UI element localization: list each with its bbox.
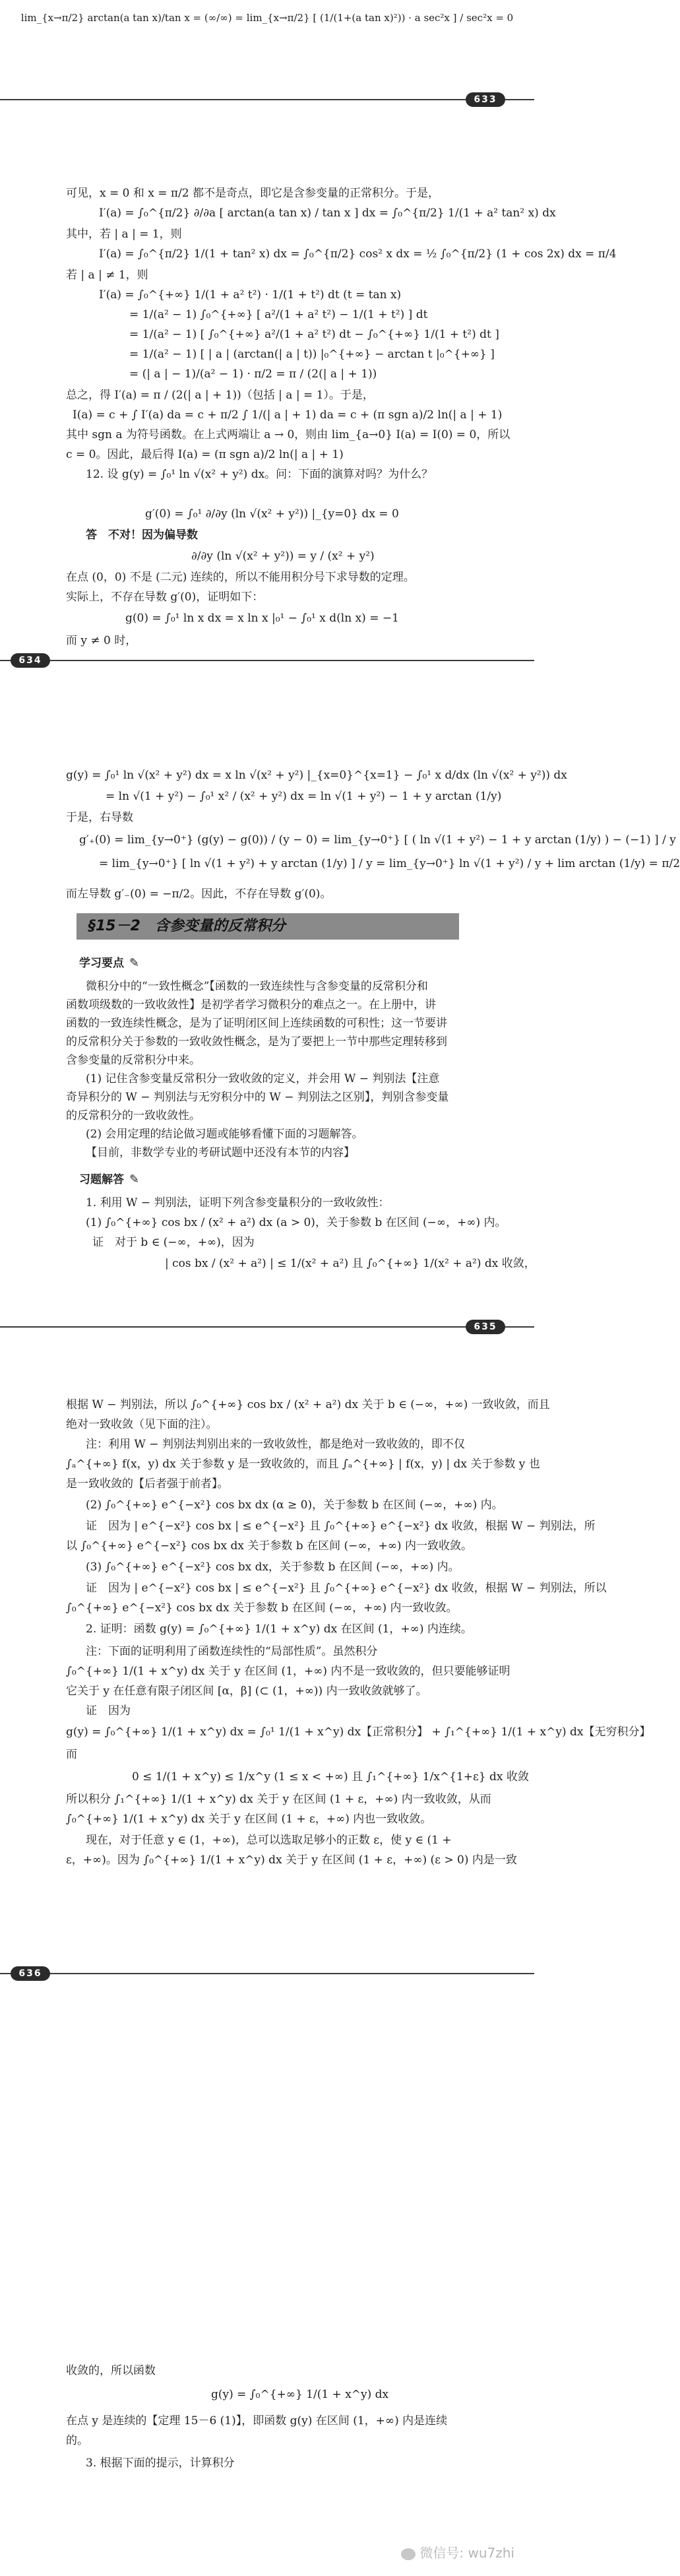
formula-line: I(a) = c + ∫ I′(a) da = c + π/2 ∫ 1/(| a | + 1) da = c + (π sgn a)/2 ln(| a | + 1) (73, 408, 503, 422)
formula-line: g(y) = ∫₀^{+∞} 1/(1 + x^y) dx (211, 2388, 389, 2401)
formula-line: = lim_{y→0⁺} [ ln √(1 + y²) + y arctan (1/y) ] / y = lim_{y→0⁺} ln √(1 + y²) / y + lim arctan (1/y) = π/2 (99, 857, 680, 870)
text-line: 2. 证明：函数 g(y) = ∫₀^{+∞} 1/(1 + x^y) dx 在区间 (1，+∞) 内连续。 (86, 1623, 472, 1636)
page-number-badge: 636 (11, 1966, 50, 1981)
text-line: 若 | a | ≠ 1，则 (66, 269, 148, 282)
page-rule-bottom (0, 1973, 534, 1974)
text-line: 收敛的，所以函数 (66, 2364, 156, 2377)
study-text-line: 【目前，非数学专业的考研试题中还没有本节的内容】 (86, 1146, 355, 1159)
formula-line: I′(a) = ∫₀^{+∞} 1/(1 + a² t²) · 1/(1 + t²) dt (t = tan x) (99, 288, 402, 302)
text-line: 现在，对于任意 y ∈ (1，+∞)，总可以选取足够小的正数 ε，使 y ∈ (1 + (86, 1834, 452, 1847)
pen-icon: ✎ (129, 956, 140, 970)
section-title-15-2: §15－2 含参变量的反常积分 (77, 913, 459, 940)
page-rule-bottom (0, 660, 534, 661)
text-line: 实际上，不存在导数 g′(0)，证明如下： (66, 591, 264, 604)
formula-line: I′(a) = ∫₀^{π/2} ∂/∂a [ arctan(a tan x) / tan x ] dx = ∫₀^{π/2} 1/(1 + a² tan² x) dx (99, 207, 556, 220)
study-text-line: 的反常积分关于参数的一致收敛性概念，是为了要把上一节中那些定理转移到 (66, 1035, 447, 1048)
text-line: 其中，若 | a | = 1，则 (66, 228, 182, 241)
exercise-line: 1. 利用 W − 判别法，证明下列含参变量积分的一致收敛性： (86, 1196, 390, 1209)
text-line: 而左导数 g′₋(0) = −π/2。因此，不存在导数 g′(0)。 (66, 887, 332, 901)
text-line: 是一致收敛的【后者强于前者】。 (66, 1477, 229, 1491)
page-number-badge: 635 (466, 1320, 505, 1334)
text-line: 在点 (0，0) 不是 (二元) 连续的，所以不能用积分号下求导数的定理。 (66, 571, 415, 584)
page-1 (0, 0, 617, 501)
study-points-heading (79, 955, 139, 971)
formula-line: g′₊(0) = lim_{y→0⁺} (g(y) − g(0)) / (y − 0) = lim_{y→0⁺} [ ( ln √(1 + y²) − 1 + y arctan (1/y) ) − (−1) ] / y (79, 833, 676, 847)
answer-line: 答 不对！因为偏导数 (86, 529, 198, 542)
formula-line: ∂/∂y (ln √(x² + y²)) = y / (x² + y²) (191, 550, 375, 563)
formula-line: g(y) = ∫₀¹ ln √(x² + y²) dx = x ln √(x² + y²) |_{x=0}^{x=1} − ∫₀¹ x d/dx (ln √(x² + y²)) dx (66, 769, 567, 782)
text-line: 证 因为 | e^{−x²} cos bx | ≤ e^{−x²} 且 ∫₀^{+∞} e^{−x²} dx 收敛，根据 W − 判别法，所以 (86, 1582, 607, 1595)
text-line: ∫₀^{+∞} e^{−x²} cos bx dx 关于参数 b 在区间 (−∞，+∞) 内一致收敛。 (66, 1601, 458, 1615)
wechat-watermark (401, 2542, 514, 2561)
page-number-badge: 634 (11, 653, 50, 668)
text-line: ∫ₐ^{+∞} f(x，y) dx 关于参数 y 是一致收敛的，而且 ∫ₐ^{+∞} | f(x，y) | dx 关于参数 y 也 (66, 1458, 540, 1471)
text-line: 的。 (66, 2434, 88, 2447)
study-text-line: 含参变量的反常积分中来。 (66, 1054, 201, 1067)
text-line: 证 因为 (86, 1704, 131, 1718)
page-rule-bottom (0, 1326, 534, 1328)
formula-line: g′(0) = ∫₀¹ ∂/∂y (ln √(x² + y²)) |_{y=0} dx = 0 (145, 507, 399, 521)
text-line: 总之，得 I′(a) = π / (2(| a | + 1))（包括 | a | = 1）。于是， (66, 389, 374, 402)
formula-line: g(y) = ∫₀^{+∞} 1/(1 + x^y) dx = ∫₀¹ 1/(1 + x^y) dx【正常积分】 + ∫₁^{+∞} 1/(1 + x^y) dx【无穷积分】 (66, 1725, 651, 1739)
exercise-solutions-heading (79, 1172, 139, 1188)
text-line: 证 因为 | e^{−x²} cos bx | ≤ e^{−x²} 且 ∫₀^{+∞} e^{−x²} dx 收敛，根据 W − 判别法，所 (86, 1520, 596, 1533)
formula-line: I′(a) = ∫₀^{π/2} 1/(1 + tan² x) dx = ∫₀^{π/2} cos² x dx = ½ ∫₀^{π/2} (1 + cos 2x) dx = π/4 (99, 247, 617, 261)
text-line: 以 ∫₀^{+∞} e^{−x²} cos bx dx 关于参数 b 在区间 (−∞，+∞) 内一致收敛。 (66, 1539, 472, 1553)
text-line: 它关于 y 在任意有限子闭区间 [α，β] (⊂ (1，+∞)) 内一致收敛就够了。 (66, 1685, 427, 1698)
formula-limit: lim_{x→π/2} arctan(a tan x)/tan x = (∞/∞) = lim_{x→π/2} [ (1/(1+(a tan x)²)) · a sec²x ] / sec²x = 0 (20, 12, 514, 24)
formula-line: = 1/(a² − 1) [ ∫₀^{+∞} a²/(1 + a² t²) dt − ∫₀^{+∞} 1/(1 + t²) dt ] (129, 328, 499, 341)
watermark-text: 微信号: wu7zhi (419, 2545, 514, 2561)
formula-line: = (| a | − 1)/(a² − 1) · π/2 = π / (2(| a | + 1)) (129, 368, 377, 381)
pen-icon: ✎ (129, 1173, 140, 1186)
study-points-label: 学习要点 (79, 957, 124, 970)
problem-12: 12. 设 g(y) = ∫₀¹ ln √(x² + y²) dx。问：下面的演算对吗？为什么？ (86, 468, 433, 481)
page-number-badge: 633 (466, 92, 505, 107)
formula-line: = 1/(a² − 1) ∫₀^{+∞} [ a²/(1 + a² t²) − 1/(1 + t²) ] dt (129, 308, 428, 321)
formula-line: g(0) = ∫₀¹ ln x dx = x ln x |₀¹ − ∫₀¹ x d(ln x) = −1 (125, 612, 399, 625)
page-rule-top (0, 99, 534, 100)
text-line: 绝对一致收敛（见下面的注）。 (66, 1418, 218, 1431)
text-line: (2) ∫₀^{+∞} e^{−x²} cos bx dx (α ≥ 0)，关于参数 b 在区间 (−∞，+∞) 内。 (86, 1498, 503, 1512)
formula-line: 0 ≤ 1/(1 + x^y) ≤ 1/x^y (1 ≤ x < +∞) 且 ∫₁^{+∞} 1/x^{1+ε} dx 收敛 (132, 1770, 529, 1784)
text-line: 而 y ≠ 0 时， (66, 634, 137, 647)
text-line: 在点 y 是连续的【定理 15－6 (1)】，即函数 g(y) 在区间 (1，+∞) 内是连续 (66, 2414, 448, 2428)
study-text-line: 的反常积分的一致收敛性。 (66, 1109, 201, 1122)
text-line: 注：下面的证明利用了函数连续性的“局部性质”。虽然积分 (86, 1645, 378, 1658)
text-line: 所以积分 ∫₁^{+∞} 1/(1 + x^y) dx 关于 y 在区间 (1 + ε，+∞) 内一致收敛，从而 (66, 1793, 491, 1806)
text-line: 3. 根据下面的提示，计算积分 (86, 2457, 235, 2470)
study-text-line: (2) 会用定理的结论做习题或能够看懂下面的习题解答。 (86, 1128, 363, 1141)
text-line: 注：利用 W − 判别法判别出来的一致收敛性，都是绝对一致收敛的，即不仅 (86, 1438, 465, 1451)
text-line: 可见，x = 0 和 x = π/2 都不是奇点，即它是含参变量的正常积分。于是， (66, 187, 440, 200)
study-text-line: 奇异积分的 W − 判别法与无穷积分中的 W − 判别法之区别】，判别含参变量 (66, 1091, 449, 1104)
text-line: 而 (66, 1748, 77, 1761)
text-line: ∫₀^{+∞} 1/(1 + x^y) dx 关于 y 在区间 (1，+∞) 内不是一致收敛的，但只要能够证明 (66, 1665, 510, 1678)
text-line: c = 0。因此，最后得 I(a) = (π sgn a)/2 ln(| a | + 1) (66, 448, 344, 461)
study-text-line: 微积分中的“一致性概念”【函数的一致连续性与含参变量的反常积分和 (86, 980, 428, 993)
text-line: 于是，右导数 (66, 811, 133, 824)
text-line: ∫₀^{+∞} 1/(1 + x^y) dx 关于 y 在区间 (1 + ε，+∞) 内也一致收敛。 (66, 1813, 432, 1826)
page-2 (0, 713, 680, 1293)
exercise-solutions-label: 习题解答 (79, 1173, 124, 1186)
study-text-line: (1) 记住含参变量反常积分一致收敛的定义，并会用 W − 判别法【注意 (86, 1072, 440, 1085)
text-line: 根据 W − 判别法，所以 ∫₀^{+∞} cos bx / (x² + a²) dx 关于 b ∈ (−∞，+∞) 一致收敛，而且 (66, 1398, 550, 1411)
exercise-line: 证 对于 b ∈ (−∞，+∞)，因为 (92, 1236, 255, 1249)
page-4 (0, 2349, 534, 2576)
text-line: 其中 sgn a 为符号函数。在上式两端让 a → 0，则由 lim_{a→0} I(a) = I(0) = 0，所以 (66, 428, 510, 441)
study-text-line: 函数项级数的一致收敛性】是初学者学习微积分的难点之一。在上册中，讲 (66, 998, 436, 1012)
formula-line: = ln √(1 + y²) − ∫₀¹ x² / (x² + y²) dx = ln √(1 + y²) − 1 + y arctan (1/y) (106, 790, 502, 803)
text-line: (3) ∫₀^{+∞} e^{−x²} cos bx dx，关于参数 b 在区间 (−∞，+∞) 内。 (86, 1561, 460, 1574)
study-text-line: 函数的一致连续性概念，是为了证明闭区间上连续函数的可积性；这一节要讲 (66, 1017, 447, 1030)
page-3 (0, 1386, 651, 1940)
text-line: ε，+∞)。因为 ∫₀^{+∞} 1/(1 + x^y) dx 关于 y 在区间 (1 + ε，+∞) (ε > 0) 内是一致 (66, 1853, 517, 1867)
exercise-line: | cos bx / (x² + a²) | ≤ 1/(x² + a²) 且 ∫₀^{+∞} 1/(x² + a²) dx 收敛， (165, 1257, 536, 1270)
wechat-icon (401, 2548, 416, 2560)
formula-line: = 1/(a² − 1) [ | a | (arctan(| a | t)) |₀^{+∞} − arctan t |₀^{+∞} ] (129, 348, 495, 361)
exercise-line: (1) ∫₀^{+∞} cos bx / (x² + a²) dx (a > 0)，关于参数 b 在区间 (−∞，+∞) 内。 (86, 1216, 507, 1229)
